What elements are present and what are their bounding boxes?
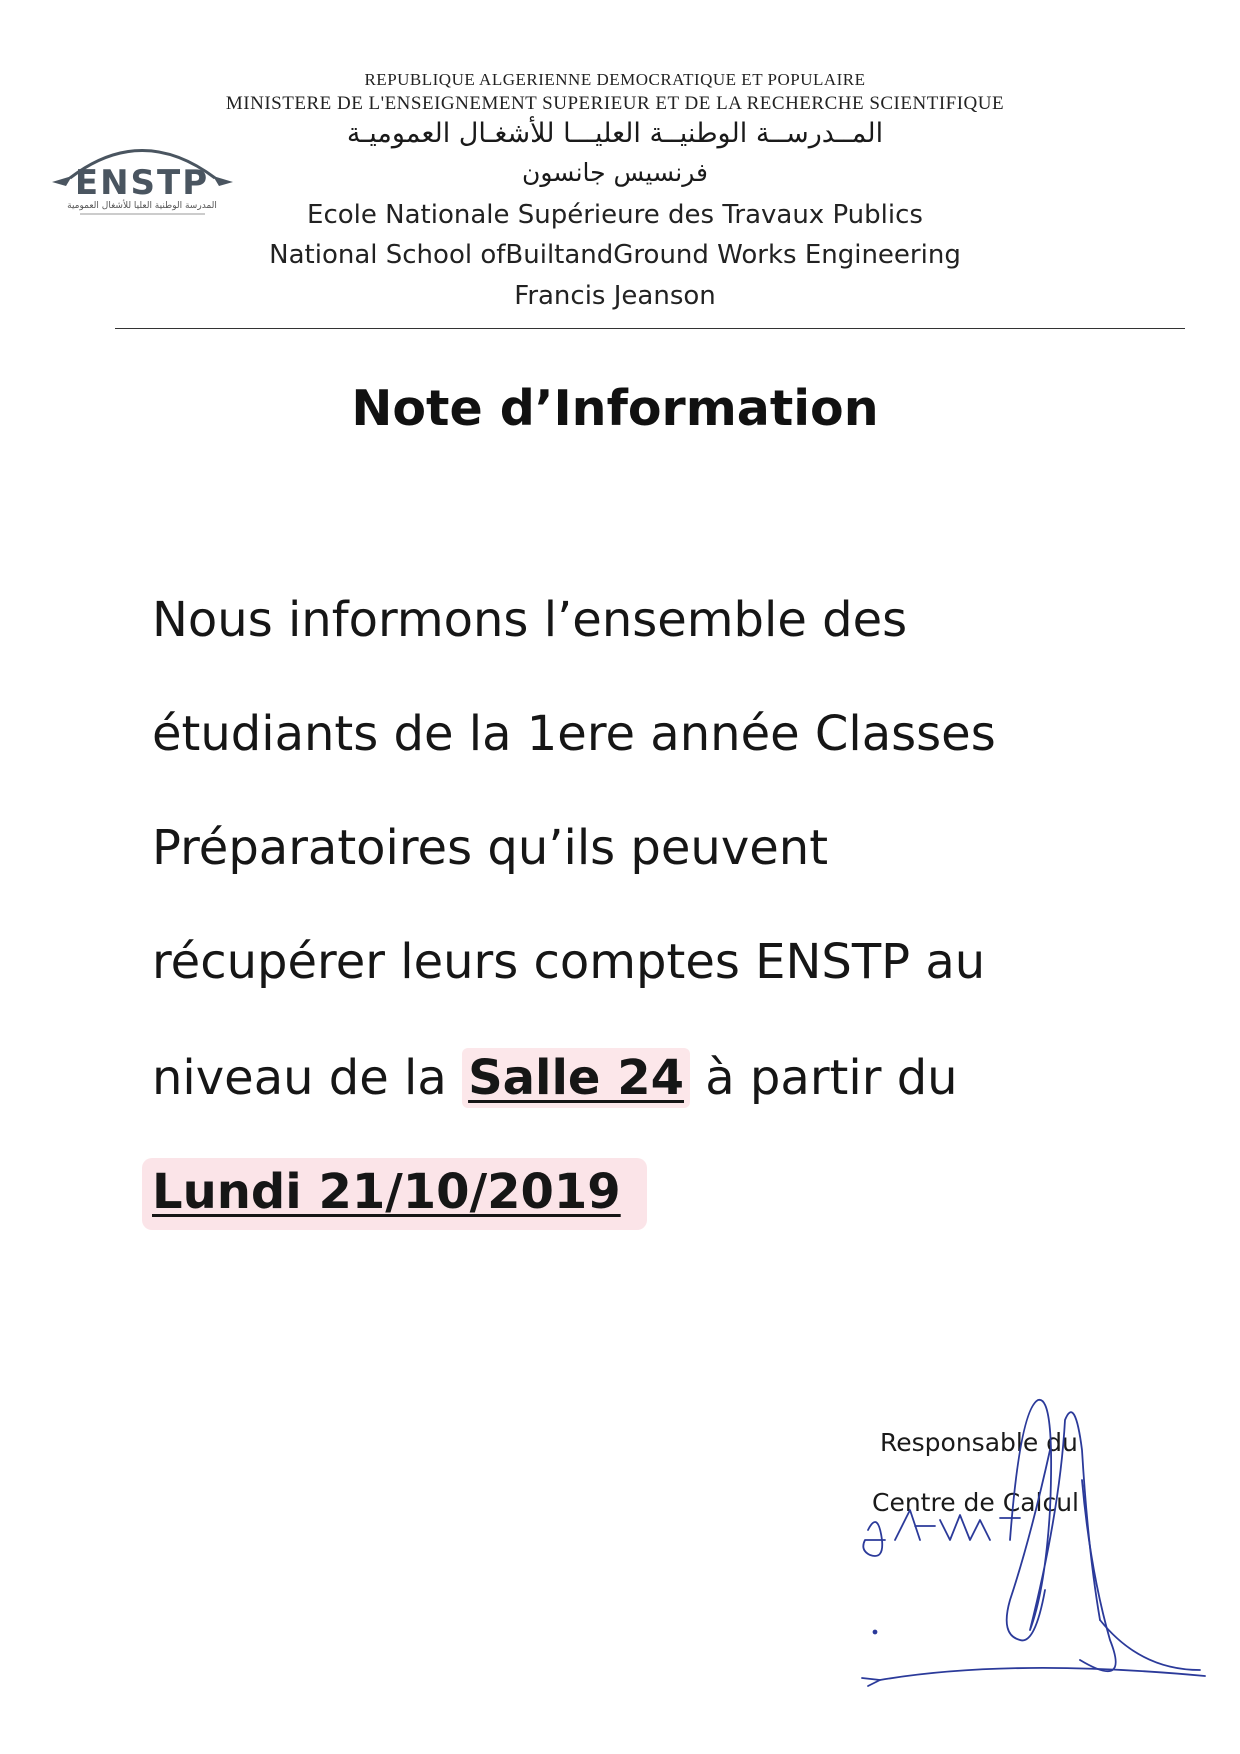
body-line-5 (152, 1050, 958, 1106)
body-line-5-prefix: niveau de la (152, 1050, 463, 1106)
body-line-6 (152, 1164, 647, 1220)
header-name-arabic: فرنسيس جانسون (522, 158, 708, 187)
header-school-english: National School ofBuiltandGround Works Engineering (269, 240, 961, 270)
page-title: Note d’Information (351, 380, 879, 437)
body-line-4: récupérer leurs comptes ENSTP au (152, 934, 986, 990)
body-line-3: Préparatoires qu’ils peuvent (152, 820, 829, 876)
header-school-arabic: المــدرســة الوطنيــة العليـــا للأشغـال العموميـة (346, 118, 884, 149)
date-highlight: Lundi 21/10/2019 (152, 1164, 621, 1220)
signature-line-1: Responsable du (880, 1428, 1078, 1457)
body-line-1: Nous informons l’ensemble des (152, 592, 908, 648)
header-republic: REPUBLIQUE ALGERIENNE DEMOCRATIQUE ET POPULAIRE (364, 70, 866, 89)
header-divider (115, 328, 1185, 329)
room-highlight: Salle 24 (462, 1048, 690, 1108)
header-school-french: Ecole Nationale Supérieure des Travaux Publics (307, 200, 923, 230)
handwritten-signature (860, 1390, 1220, 1690)
body-line-2: étudiants de la 1ere année Classes (152, 706, 996, 762)
signature-line-2: Centre de Calcul (872, 1488, 1079, 1517)
logo-subtitle: المدرسة الوطنية العليا للأشغال العمومية (67, 201, 217, 211)
header-school-name: Francis Jeanson (514, 281, 716, 311)
logo-text: ENSTP (74, 163, 210, 203)
body-line-5-suffix: à partir du (690, 1050, 958, 1106)
header-ministry: MINISTERE DE L'ENSEIGNEMENT SUPERIEUR ET DE LA RECHERCHE SCIENTIFIQUE (225, 93, 1005, 114)
